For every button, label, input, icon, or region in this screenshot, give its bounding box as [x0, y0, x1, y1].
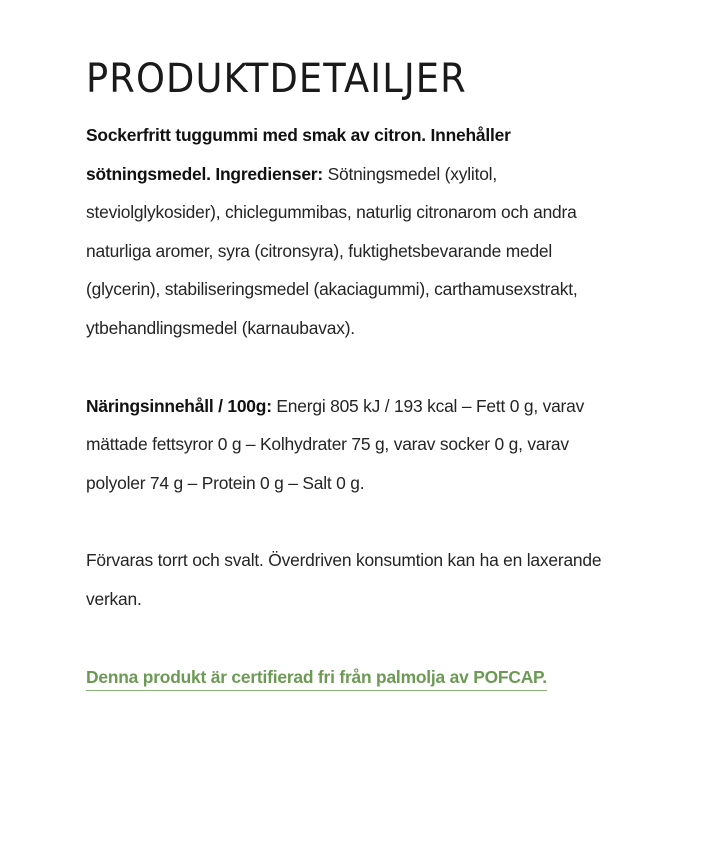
- nutrition-paragraph: [86, 387, 626, 503]
- ingredients-paragraph: [86, 116, 626, 348]
- product-details-section: [86, 54, 626, 696]
- section-title: PRODUKTDETAILJER: [86, 56, 467, 102]
- palm-oil-certification-link[interactable]: Denna produkt är certifierad fri från palmolja av POFCAP.: [86, 667, 547, 691]
- storage-paragraph: Förvaras torrt och svalt. Överdriven konsumtion kan ha en laxerande verkan.: [86, 550, 602, 609]
- paragraph-spacer: [86, 502, 626, 541]
- nutrition-values: Energi 805 kJ / 193 kcal – Fett 0 g, varav mättade fettsyror 0 g – Kolhydrater 75 g, varav socker 0 g, varav polyoler 74 g – Protein 0 g – Salt 0 g.: [86, 395, 585, 493]
- certification-paragraph: [86, 658, 626, 697]
- paragraph-spacer: [86, 619, 626, 658]
- paragraph-spacer: [86, 348, 626, 387]
- product-intro-bold: Sockerfritt tuggummi med smak av citron. Innehåller sötningsmedel. Ingredienser:: [86, 125, 511, 184]
- nutrition-label: Näringsinnehåll / 100g:: [86, 395, 272, 416]
- ingredients-text: Sötningsmedel (xylitol, steviolglykosider), chiclegummibas, naturlig citronarom och andra naturliga aromer, syra (citronsyra), fuktighetsbevarande medel (glycerin), stabiliseringsmedel (akaciagummi), carthamusexstrakt, ytbehandlingsmedel (karnaubavax).: [86, 163, 578, 338]
